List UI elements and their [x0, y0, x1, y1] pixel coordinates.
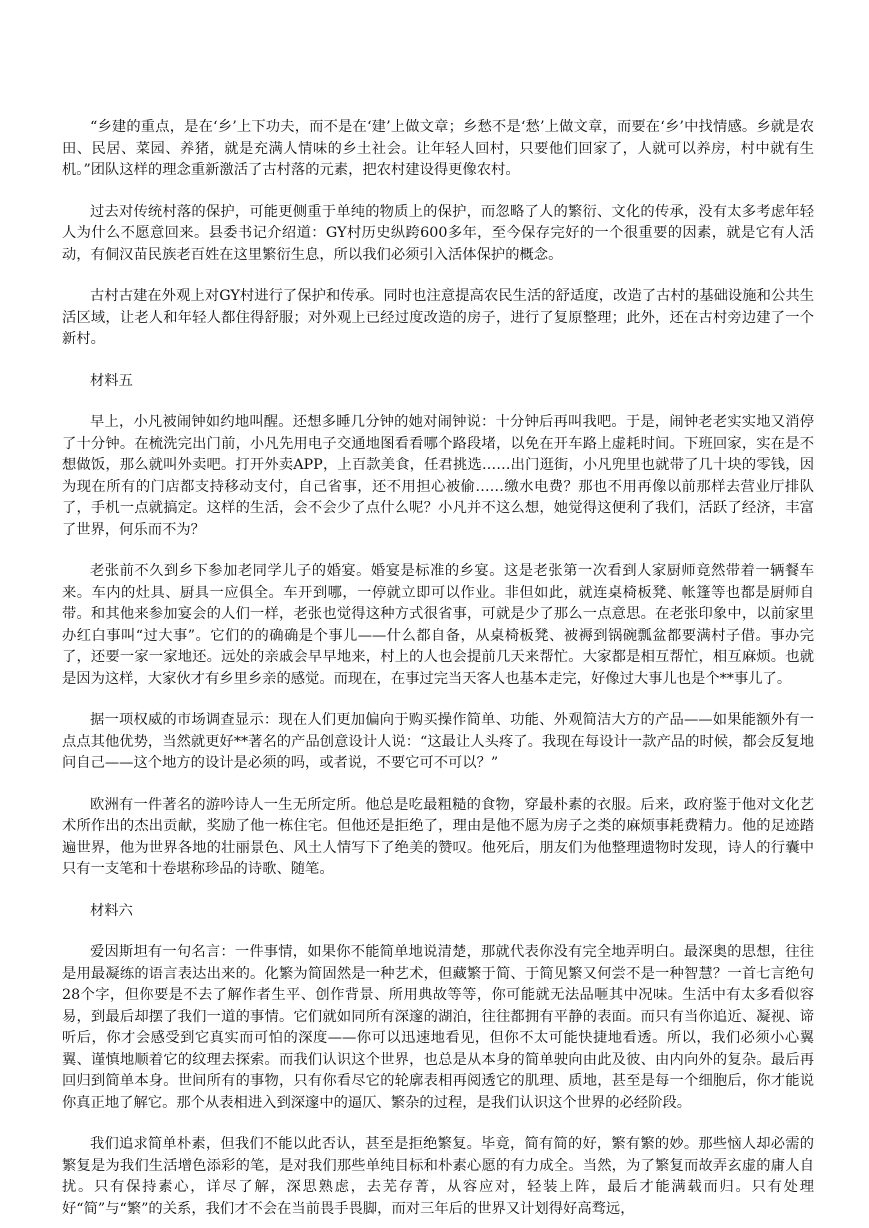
paragraph: 我们追求简单朴素，但我们不能以此否认，甚至是拒绝繁复。毕竟，简有简的好，繁有繁的妙。那些恼人却必需的繁复是为我们生活增色添彩的笔，是对我们那些单纯目标和朴素心愿的有力成全。当然，为了繁复而故弄玄虚的庸人自扰。只有保持素心，详尽了解，深思熟虑，去芜存菁，从容应对，轻装上阵，最后才能满载而归。只有处理好“简”与“繁”的关系，我们才不会在当前畏手畏脚，而对三年后的世界又计划得好高骛远， — [62, 1136, 814, 1217]
paragraph: 老张前不久到乡下参加老同学儿子的婚宴。婚宴是标准的乡宴。这是老张第一次看到人家厨师竟然带着一辆餐车来。车内的灶具、厨具一应俱全。车开到哪，一停就立即可以作业。非但如此，就连桌椅板凳、帐篷等也都是厨师自带。和其他来参加宴会的人们一样，老张也觉得这种方式很省事，可就是少了那么一点意思。在老张印象中，以前家里办红白事叫“过大事”。它们的的确确是个事儿——什么都自备，从桌椅板凳、被褥到锅碗瓢盆都要满村子借。事办完了，还要一家一家地还。远处的亲戚会早早地来，村上的人也会提前几天来帮忙。大家都是相互帮忙，相互麻烦。也就是因为这样，大家伙才有乡里乡亲的感觉。而现在，在事过完当天客人也基本走完，好像过大事儿也是个**事儿了。 — [62, 563, 814, 687]
paragraph: 欧洲有一件著名的游吟诗人一生无所定所。他总是吃最粗糙的食物，穿最朴素的衣服。后来，政府鉴于他对文化艺术所作出的杰出贡献，奖励了他一栋住宅。但他还是拒绝了，理由是他不愿为房子之类的麻烦事耗费精力。他的足迹踏遍世界，他为世界各地的壮丽景色、风土人情写下了绝美的赞叹。他死后，朋友们为他整理遗物时发现，诗人的行囊中只有一支笔和十卷堪称珍品的诗歌、随笔。 — [62, 796, 814, 877]
paragraph: “乡建的重点，是在‘乡’上下功夫，而不是在‘建’上做文章；乡愁不是‘愁’上做文章，而要在‘乡’中找情感。乡就是农田、民居、菜园、养猪，就是充满人情味的乡土社会。让年轻人回村，只要他们回家了，人就可以养房，村中就有生机。”团队这样的理念重新激活了古村落的元素，把农村建设得更像农村。 — [62, 119, 814, 178]
paragraph: 过去对传统村落的保护，可能更侧重于单纯的物质上的保护，而忽略了人的繁衍、文化的传承，没有太多考虑年轻人为什么不愿意回来。县委书记介绍道：GY村历史纵跨600多年，至今保存完好的一个很重要的因素，就是它有人活动，有侗汉苗民族老百姓在这里繁衍生息，所以我们必须引入活体保护的概念。 — [62, 203, 814, 263]
paragraph: 据一项权威的市场调查显示：现在人们更加偏向于购买操作简单、功能、外观简洁大方的产品——如果能额外有一点点其他优势，当然就更好**著名的产品创意设计人说：“这最让人头疼了。我现在每设计一款产品的时候，都会反复地问自己——这个地方的设计是必须的吗，或者说，不要它可不可以？” — [62, 712, 814, 771]
paragraph: 爱因斯坦有一句名言：一件事情，如果你不能简单地说清楚，那就代表你没有完全地弄明白。最深奥的思想，往往是用最凝练的语言表达出来的。化繁为简固然是一种艺术，但藏繁于简、于简见繁又何尝不是一种智慧？一首七言绝句28个字，但你要是不去了解作者生平、创作背景、所用典故等等，你可能就无法品咂其中况味。生活中有太多看似容易，到最后却摆了我们一道的事情。它们就如同所有深邃的湖泊，往往都拥有平静的表面。而只有当你追近、凝视、谛听后，你才会感受到它真实而可怕的深度——你可以迅速地看见，但你不太可能快捷地看透。所以，我们必须小心翼翼、谨慎地顺着它的纹理去探索。而我们认识这个世界，也总是从本身的简单驶向由此及彼、由内向外的复杂。最后再回归到简单本身。世间所有的事物，只有你看尽它的轮廓表相再阅透它的肌理、质地，甚至是每一个细胞后，你才能说你真正地了解它。那个从表相进入到深邃中的逼仄、繁杂的过程，是我们认识这个世界的必经阶段。 — [62, 944, 814, 1111]
section-heading: 材料六 — [90, 902, 133, 919]
paragraph: 古村古建在外观上对GY村进行了保护和传承。同时也注意提高农民生活的舒适度，改造了古村的基础设施和公共生活区域，让老人和年轻人都住得舒服；对外观上已经过度改造的房子，进行了复原整理；此外，还在古村旁边建了一个新村。 — [62, 288, 814, 347]
section-heading: 材料五 — [90, 372, 133, 389]
paragraph: 早上，小凡被闹钟如约地叫醒。还想多睡几分钟的她对闹钟说：十分钟后再叫我吧。于是，闹钟老老实实地又消停了十分钟。在梳洗完出门前，小凡先用电子交通地图看看哪个路段堵，以免在开车路上虚耗时间。下班回家，实在是不想做饭，那么就叫外卖吧。打开外卖APP，上百款美食，任君挑选……出门逛街，小凡兜里也就带了几十块的零钱，因为现在所有的门店都支持移动支付，自己省事，还不用担心被偷……缴水电费？那也不用再像以前那样去营业厅排队了，手机一点就搞定。这样的生活，会不会少了点什么呢？小凡并不这么想，她觉得这便利了我们，活跃了经济，丰富了世界，何乐而不为？ — [62, 414, 814, 538]
